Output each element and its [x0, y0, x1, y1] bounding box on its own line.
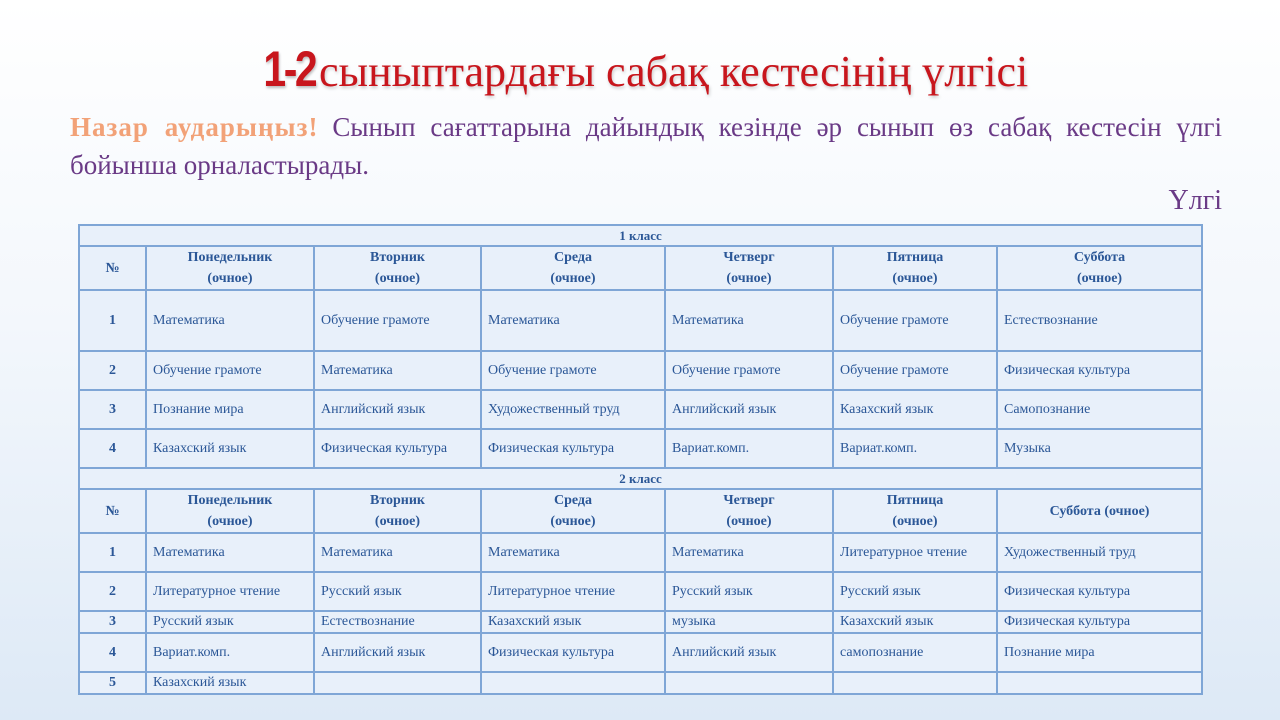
lesson-cell: Английский язык	[314, 390, 481, 429]
table-row	[79, 633, 1202, 672]
page-title	[0, 40, 1280, 110]
lesson-cell: Физическая культура	[481, 633, 665, 672]
schedule-table	[78, 224, 1203, 695]
title-number: 1-2	[263, 41, 316, 97]
lesson-cell: Математика	[146, 290, 314, 351]
lesson-cell: самопознание	[833, 633, 997, 672]
lesson-cell: Познание мира	[997, 633, 1202, 672]
lesson-cell: Познание мира	[146, 390, 314, 429]
class2-header-number: №	[79, 489, 146, 533]
lesson-cell: Вариат.комп.	[833, 429, 997, 468]
lesson-number: 5	[79, 672, 146, 694]
class2-header-tuesday: Вторник (очное)	[314, 489, 481, 533]
lesson-cell: музыка	[665, 611, 833, 633]
lesson-cell: Физическая культура	[997, 572, 1202, 611]
table-row	[79, 390, 1202, 429]
lesson-cell: Обучение грамоте	[833, 290, 997, 351]
lesson-cell: Казахский язык	[146, 429, 314, 468]
class2-header-saturday: Суббота (очное)	[997, 489, 1202, 533]
lesson-number: 4	[79, 429, 146, 468]
lesson-cell	[314, 672, 481, 694]
lesson-cell: Казахский язык	[833, 611, 997, 633]
notice-warning-label: Назар аударыңыз	[70, 112, 309, 142]
class1-header-friday: Пятница (очное)	[833, 246, 997, 290]
lesson-number: 2	[79, 351, 146, 390]
class2-section-row	[79, 468, 1202, 489]
lesson-cell: Казахский язык	[146, 672, 314, 694]
lesson-cell: Русский язык	[665, 572, 833, 611]
class1-header-row	[79, 246, 1202, 290]
table-row	[79, 533, 1202, 572]
table-row	[79, 290, 1202, 351]
class1-header-thursday: Четверг (очное)	[665, 246, 833, 290]
table-row	[79, 572, 1202, 611]
lesson-number: 2	[79, 572, 146, 611]
lesson-cell: Физическая культура	[997, 611, 1202, 633]
lesson-cell: Математика	[146, 533, 314, 572]
class1-section-row	[79, 225, 1202, 246]
lesson-cell: Обучение грамоте	[146, 351, 314, 390]
lesson-number: 1	[79, 290, 146, 351]
lesson-cell: Английский язык	[314, 633, 481, 672]
lesson-cell: Английский язык	[665, 633, 833, 672]
lesson-cell: Русский язык	[146, 611, 314, 633]
lesson-cell: Казахский язык	[481, 611, 665, 633]
lesson-cell	[997, 672, 1202, 694]
class2-header-thursday: Четверг (очное)	[665, 489, 833, 533]
lesson-cell: Художественный труд	[997, 533, 1202, 572]
table-row	[79, 429, 1202, 468]
lesson-cell: Русский язык	[314, 572, 481, 611]
class1-header-monday: Понедельник (очное)	[146, 246, 314, 290]
table-row	[79, 672, 1202, 694]
lesson-cell: Литературное чтение	[481, 572, 665, 611]
class1-header-wednesday: Среда (очное)	[481, 246, 665, 290]
lesson-cell: Литературное чтение	[833, 533, 997, 572]
lesson-cell: Вариат.комп.	[665, 429, 833, 468]
class2-header-monday: Понедельник (очное)	[146, 489, 314, 533]
lesson-cell: Математика	[481, 290, 665, 351]
table-row	[79, 351, 1202, 390]
lesson-cell: Естествознание	[314, 611, 481, 633]
lesson-cell: Математика	[314, 533, 481, 572]
lesson-cell: Физическая культура	[314, 429, 481, 468]
lesson-number: 3	[79, 390, 146, 429]
lesson-cell: Математика	[665, 533, 833, 572]
class1-section-label: 1 класс	[79, 225, 1202, 246]
class2-header-wednesday: Среда (очное)	[481, 489, 665, 533]
lesson-cell: Английский язык	[665, 390, 833, 429]
lesson-cell: Музыка	[997, 429, 1202, 468]
lesson-cell: Обучение грамоте	[314, 290, 481, 351]
lesson-cell: Физическая культура	[481, 429, 665, 468]
class2-header-friday: Пятница (очное)	[833, 489, 997, 533]
lesson-cell: Обучение грамоте	[665, 351, 833, 390]
lesson-number: 1	[79, 533, 146, 572]
lesson-cell: Литературное чтение	[146, 572, 314, 611]
class1-header-tuesday: Вторник (очное)	[314, 246, 481, 290]
class1-header-saturday: Суббота (очное)	[997, 246, 1202, 290]
lesson-cell	[833, 672, 997, 694]
title-text: сыныптардағы сабақ кестесінің үлгісі	[319, 47, 1029, 96]
notice-text: Сынып сағаттарына дайындық кезінде әр сынып өз сабақ кестесін үлгі бойынша орналастырады.	[70, 112, 1222, 180]
notice-exclamation: !	[308, 112, 318, 142]
lesson-cell	[665, 672, 833, 694]
lesson-number: 3	[79, 611, 146, 633]
lesson-cell: Физическая культура	[997, 351, 1202, 390]
lesson-cell: Математика	[481, 533, 665, 572]
lesson-cell: Русский язык	[833, 572, 997, 611]
lesson-cell: Обучение грамоте	[481, 351, 665, 390]
class2-header-row	[79, 489, 1202, 533]
lesson-cell: Обучение грамоте	[833, 351, 997, 390]
table-row	[79, 611, 1202, 633]
lesson-cell: Математика	[314, 351, 481, 390]
lesson-cell: Математика	[665, 290, 833, 351]
lesson-cell: Самопознание	[997, 390, 1202, 429]
lesson-number: 4	[79, 633, 146, 672]
lesson-cell	[481, 672, 665, 694]
class2-section-label: 2 класс	[79, 468, 1202, 489]
notice-paragraph	[70, 108, 1222, 184]
class1-header-number: №	[79, 246, 146, 290]
lesson-cell: Естествознание	[997, 290, 1202, 351]
lesson-cell: Вариат.комп.	[146, 633, 314, 672]
lesson-cell: Художественный труд	[481, 390, 665, 429]
lesson-cell: Казахский язык	[833, 390, 997, 429]
sample-label: Үлгі	[1168, 185, 1222, 216]
